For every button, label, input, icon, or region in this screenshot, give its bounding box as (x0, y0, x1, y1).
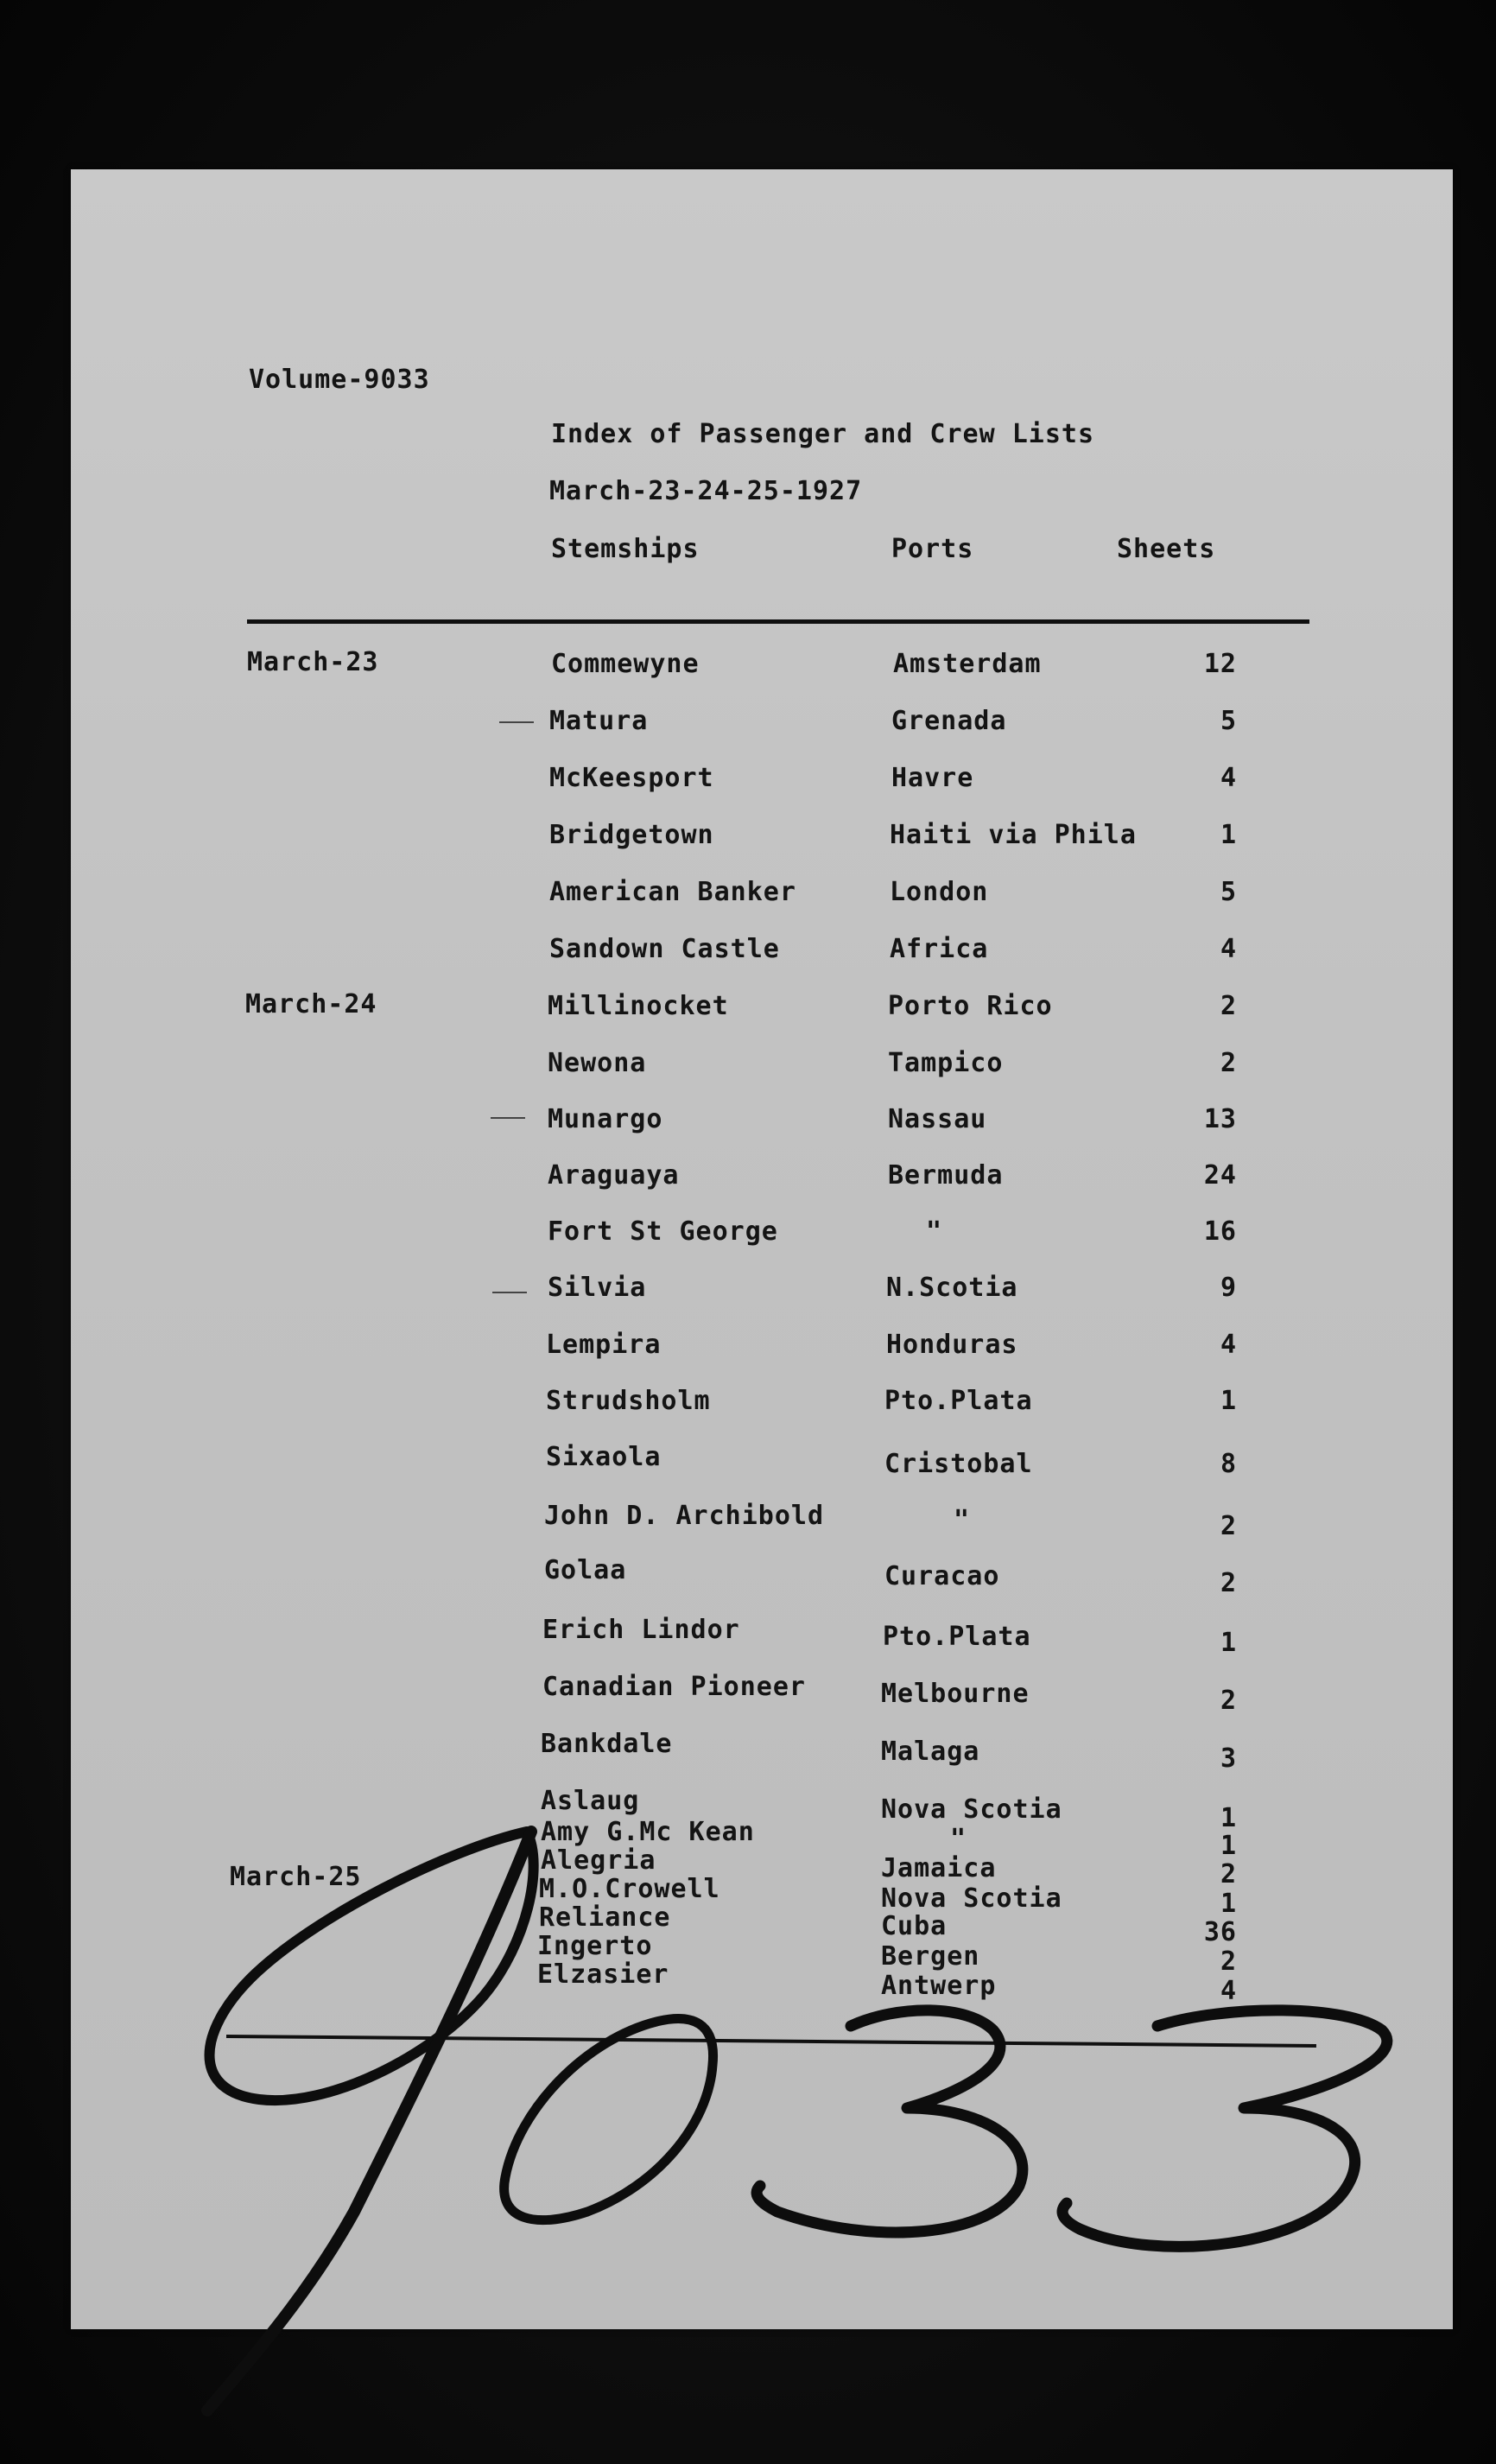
sheet-count: 13 (1203, 1104, 1237, 1134)
sheet-count: 5 (1220, 706, 1237, 736)
port-name: Nova Scotia (881, 1794, 1062, 1825)
ship-name: Munargo (548, 1104, 663, 1134)
sheet-count: 2 (1220, 1859, 1237, 1889)
port-name: Tampico (888, 1048, 1004, 1078)
port-name: Nassau (888, 1104, 987, 1134)
ship-name: Elzasier (537, 1959, 669, 1990)
ship-name: Golaa (544, 1555, 627, 1585)
port-name: Cuba (881, 1911, 948, 1941)
port-name-ditto: " (926, 1216, 943, 1247)
port-name: Curacao (884, 1561, 1000, 1591)
document-dates: March-23-24-25-1927 (549, 476, 863, 506)
date-label-march-24: March-24 (245, 989, 377, 1019)
port-name: N.Scotia (886, 1273, 1018, 1303)
sheet-count: 4 (1220, 763, 1237, 793)
sheet-count: 36 (1203, 1917, 1237, 1947)
port-name: Nova Scotia (881, 1883, 1062, 1914)
sheet-count: 2 (1220, 991, 1237, 1021)
ship-name: Reliance (539, 1902, 671, 1933)
port-name: Porto Rico (888, 991, 1053, 1021)
port-name: Antwerp (881, 1971, 997, 2001)
port-name: Havre (891, 763, 974, 793)
ship-name: Alegria (541, 1845, 656, 1876)
sheet-count: 5 (1220, 877, 1237, 907)
ship-name: Bankdale (541, 1729, 673, 1759)
sheet-count: 1 (1220, 1628, 1237, 1658)
sheet-count: 8 (1220, 1449, 1237, 1479)
sheet-count: 1 (1220, 1803, 1237, 1833)
ship-name: Strudsholm (546, 1386, 711, 1416)
sheet-count: 1 (1220, 1386, 1237, 1416)
ship-name: Millinocket (548, 991, 729, 1021)
sheet-count: 2 (1220, 1686, 1237, 1716)
ship-name: Erich Lindor (542, 1615, 740, 1645)
ship-name: John D. Archibold (544, 1501, 825, 1531)
sheet-count: 2 (1220, 1946, 1237, 1977)
ship-name: American Banker (549, 877, 796, 907)
ship-name: McKeesport (549, 763, 714, 793)
port-name: Cristobal (884, 1449, 1033, 1479)
ship-name: Fort St George (548, 1216, 778, 1247)
sheet-count: 4 (1220, 1976, 1237, 2006)
port-name: Pto.Plata (884, 1386, 1033, 1416)
port-name: Africa (890, 934, 989, 964)
port-name: Jamaica (881, 1853, 997, 1883)
sheet-count: 2 (1220, 1048, 1237, 1078)
port-name: London (890, 877, 989, 907)
document-title: Index of Passenger and Crew Lists (551, 419, 1095, 449)
ship-name: Sixaola (546, 1442, 662, 1472)
port-name-ditto: " (950, 1824, 967, 1854)
sheet-count: 3 (1220, 1743, 1237, 1774)
port-name: Haiti via Phila (890, 820, 1137, 850)
sheet-count: 1 (1220, 1889, 1237, 1919)
ship-name: Sandown Castle (549, 934, 780, 964)
ship-name: Newona (548, 1048, 647, 1078)
ship-name: Araguaya (548, 1160, 680, 1191)
port-name: Amsterdam (893, 649, 1042, 679)
ship-name: Aslaug (541, 1786, 640, 1816)
column-header-ports: Ports (891, 534, 974, 564)
ship-name: Ingerto (537, 1931, 653, 1961)
ship-name: Lempira (546, 1330, 662, 1360)
ship-name: Amy G.Mc Kean (541, 1817, 755, 1847)
ship-name: Bridgetown (549, 820, 714, 850)
sheet-count: 9 (1220, 1273, 1237, 1303)
ship-name: Matura (549, 706, 649, 736)
date-label-march-25: March-25 (230, 1862, 362, 1892)
sheet-count: 24 (1203, 1160, 1237, 1191)
port-name: Grenada (891, 706, 1007, 736)
sheet-count: 4 (1220, 934, 1237, 964)
port-name: Honduras (886, 1330, 1018, 1360)
port-name: Pto.Plata (883, 1622, 1031, 1652)
sheet-count: 4 (1220, 1330, 1237, 1360)
column-header-steamships: Stemships (551, 534, 700, 564)
ship-name: M.O.Crowell (539, 1874, 720, 1904)
port-name: Melbourne (881, 1679, 1030, 1709)
volume-label: Volume-9033 (249, 365, 430, 395)
sheet-count: 16 (1203, 1216, 1237, 1247)
port-name: Bergen (881, 1941, 980, 1972)
sheet-count: 2 (1220, 1511, 1237, 1541)
ship-name: Silvia (548, 1273, 647, 1303)
sheet-count: 2 (1220, 1568, 1237, 1598)
sheet-count: 12 (1203, 649, 1237, 679)
sheet-count: 1 (1220, 1831, 1237, 1861)
port-name: Bermuda (888, 1160, 1004, 1191)
column-header-sheets: Sheets (1117, 534, 1216, 564)
port-name-ditto: " (954, 1505, 971, 1535)
sheet-count: 1 (1220, 820, 1237, 850)
ship-name: Canadian Pioneer (542, 1672, 806, 1702)
port-name: Malaga (881, 1737, 980, 1767)
ship-name: Commewyne (551, 649, 700, 679)
date-label-march-23: March-23 (247, 647, 379, 677)
